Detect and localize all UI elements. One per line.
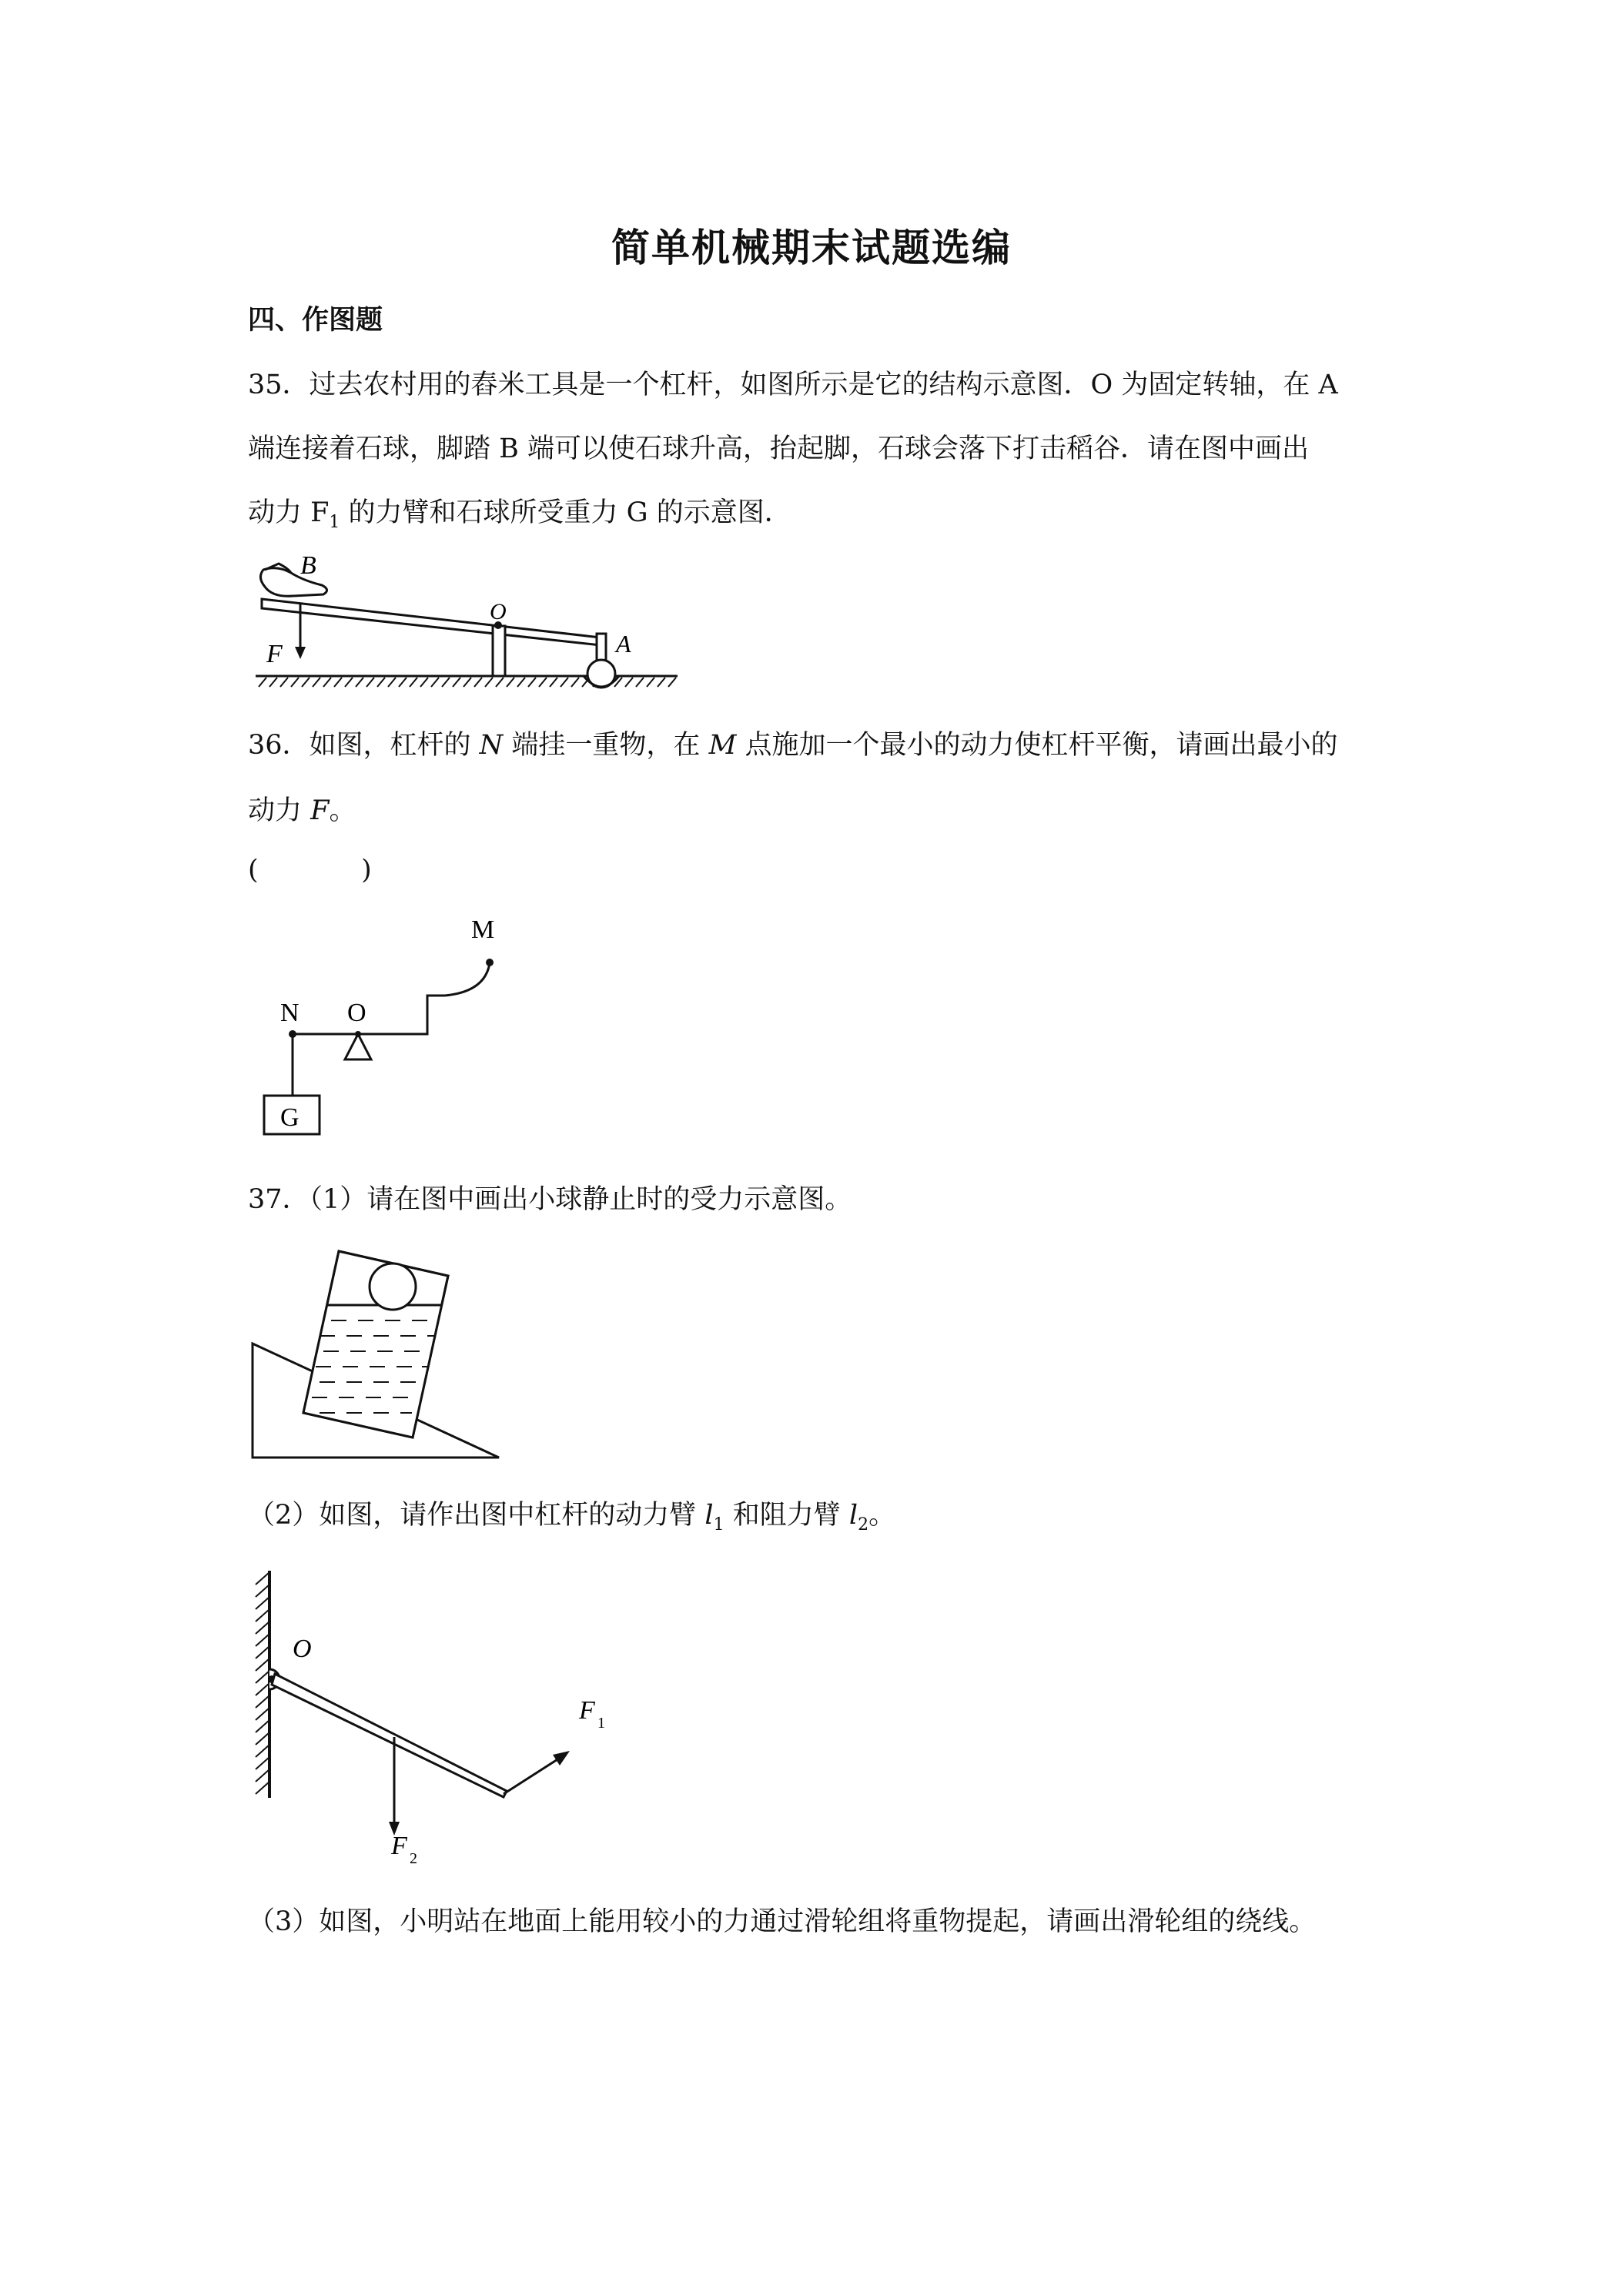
label-B: B bbox=[300, 551, 316, 580]
q36-line1 bbox=[248, 724, 1338, 762]
q35-line3-a: 动力 F bbox=[248, 497, 330, 528]
q37-part2-l1-sub: 1 bbox=[713, 1515, 724, 1535]
q35-line3 bbox=[248, 491, 791, 532]
wall-hatch bbox=[256, 1572, 269, 1794]
q36-figure bbox=[254, 907, 516, 1146]
label-O: O bbox=[293, 1635, 312, 1663]
q36-line1-c: 点施加一个最小的动力使杠杆平衡，请画出最小的 bbox=[736, 730, 1338, 761]
label-F1-sub: 1 bbox=[597, 1715, 605, 1732]
q37-part2-a: （2）如图，请作出图中杠杆的动力臂 bbox=[248, 1500, 705, 1531]
force-f1-arrow bbox=[504, 1755, 564, 1794]
label-M: M bbox=[471, 915, 495, 944]
force-f-arrowhead bbox=[295, 647, 306, 659]
q37-fig2 bbox=[246, 1563, 631, 1871]
label-F2: F bbox=[391, 1832, 407, 1860]
page-title: 简单机械期末试题选编 bbox=[611, 225, 1012, 270]
label-N: N bbox=[280, 999, 300, 1027]
q37-part3: （3）如图，小明站在地面上能用较小的力通过滑轮组将重物提起，请画出滑轮组的绕线。 bbox=[248, 1906, 1317, 1937]
lever-curve bbox=[445, 963, 490, 996]
label-F1: F bbox=[579, 1696, 595, 1725]
q36-answer-blank[interactable]: ( ) bbox=[248, 855, 372, 885]
q35-line3-b: 的力臂和石球所受重力 G 的示意图． bbox=[340, 497, 791, 528]
force-f1-arrowhead bbox=[553, 1751, 570, 1766]
q35-line2: 端连接着石球，脚踏 B 端可以使石球升高，抬起脚，石球会落下打击稻谷．请在图中画出 bbox=[248, 433, 1309, 464]
pivot-support bbox=[493, 626, 505, 676]
section-heading: 四、作图题 bbox=[248, 304, 383, 336]
bent-lever bbox=[293, 996, 445, 1034]
lever-board bbox=[262, 599, 601, 645]
q37-part2-l2-sub: 2 bbox=[858, 1515, 869, 1535]
label-F2-sub: 2 bbox=[410, 1850, 417, 1867]
q35-figure bbox=[246, 547, 685, 693]
q37-part2-l1: l bbox=[704, 1500, 714, 1531]
q36-line2-f: F bbox=[310, 795, 330, 826]
label-G: G bbox=[280, 1103, 300, 1132]
q36-line2-b: 。 bbox=[329, 795, 356, 826]
label-O: O bbox=[347, 999, 366, 1027]
a-end-post bbox=[597, 634, 606, 663]
q37-part1: 37．（1）请在图中画出小球静止时的受力示意图。 bbox=[248, 1184, 852, 1215]
ball bbox=[370, 1263, 416, 1310]
q36-line1-n: N bbox=[479, 730, 504, 761]
q37-part2-l2: l bbox=[848, 1500, 858, 1531]
label-F: F bbox=[266, 640, 283, 668]
lever-bar bbox=[272, 1674, 507, 1797]
q36-line1-m: M bbox=[708, 730, 737, 761]
q36-line2 bbox=[248, 789, 356, 828]
q37-fig1 bbox=[246, 1236, 508, 1467]
q36-line1-a: 36．如图，杠杆的 bbox=[248, 730, 480, 761]
q37-part2-c: 。 bbox=[868, 1500, 896, 1531]
fulcrum-triangle bbox=[345, 1034, 371, 1059]
q35-line3-sub: 1 bbox=[329, 513, 340, 532]
q36-line1-b: 端挂一重物，在 bbox=[503, 730, 709, 761]
q36-line2-a: 动力 bbox=[248, 795, 311, 826]
shoe-icon bbox=[260, 568, 326, 597]
q37-part2 bbox=[248, 1494, 895, 1535]
point-M bbox=[486, 959, 494, 966]
label-A: A bbox=[616, 630, 631, 658]
point-O bbox=[355, 1031, 361, 1037]
q35-line1: 35．过去农村用的舂米工具是一个杠杆，如图所示是它的结构示意图．O 为固定转轴，在 A bbox=[248, 370, 1338, 400]
label-O: O bbox=[490, 599, 507, 624]
q37-part2-b: 和阻力臂 bbox=[724, 1500, 849, 1531]
